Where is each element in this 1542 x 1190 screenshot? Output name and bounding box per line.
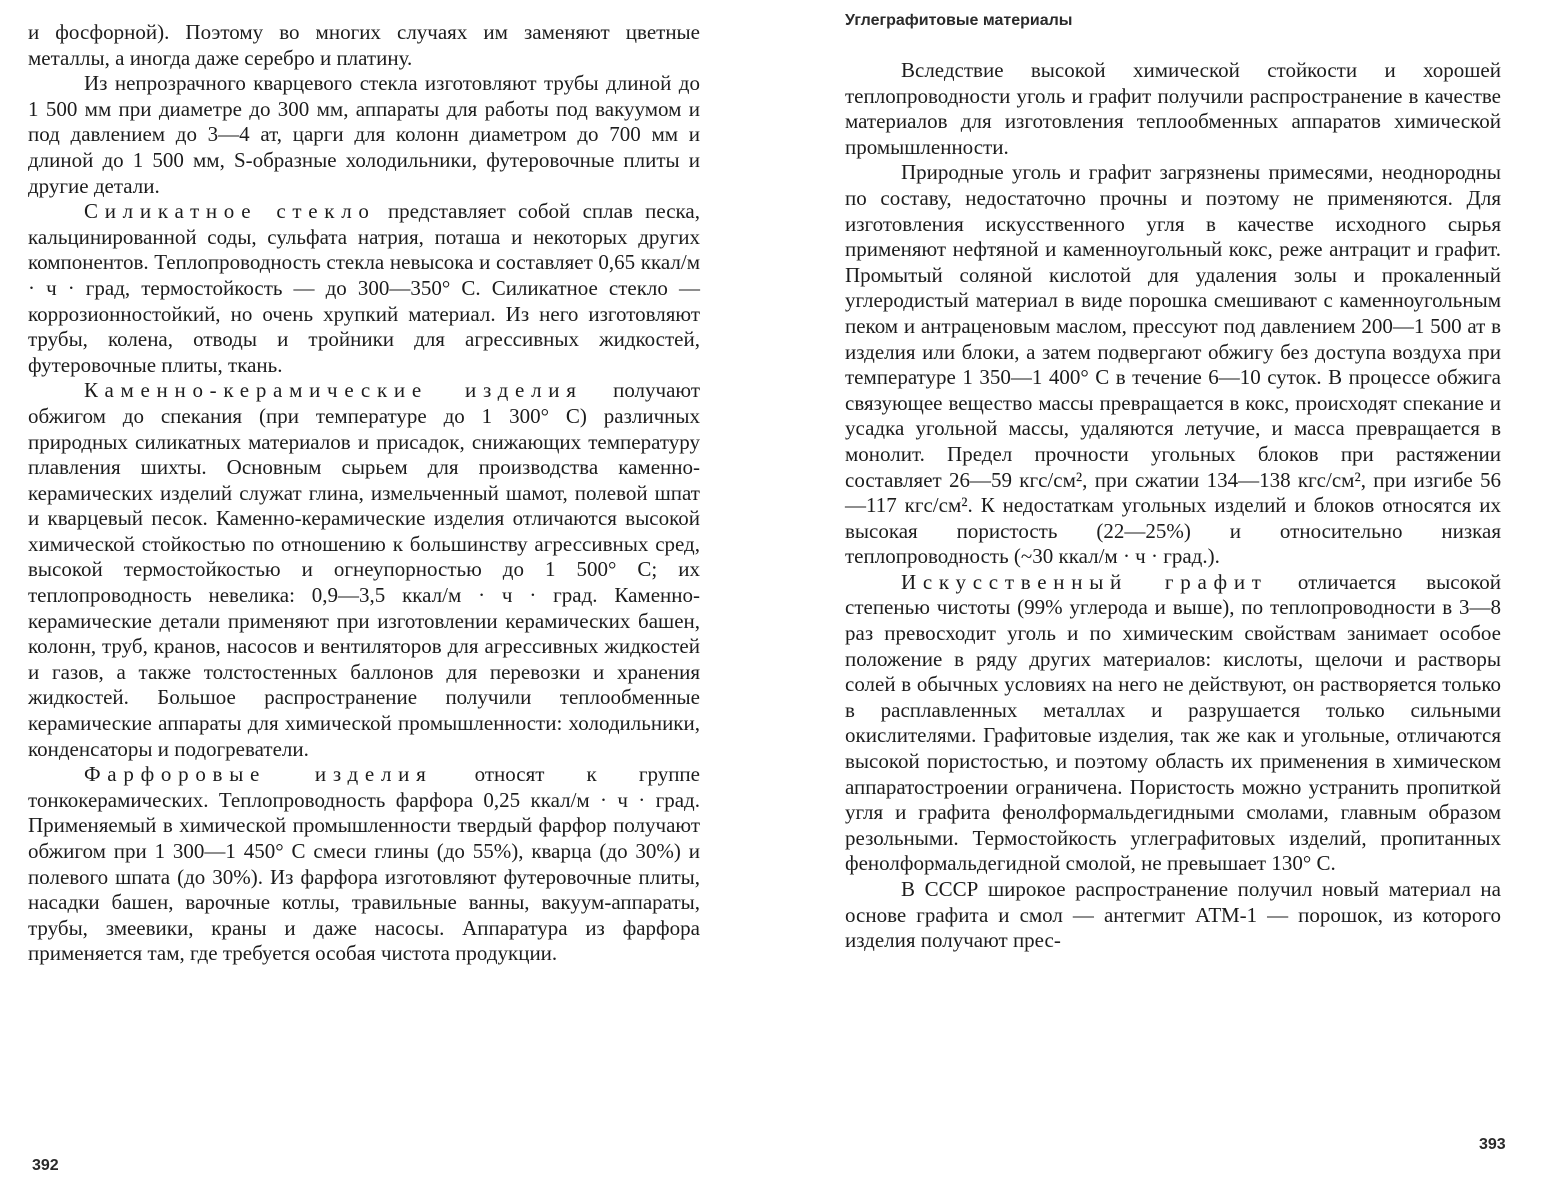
paragraph: Вследствие высокой химической стойкости и хорошей теплопроводности уголь и графит получили распространение в качестве материалов для изготовления теплообменных аппаратов химической промышленности. xyxy=(845,58,1501,159)
right-text-column xyxy=(845,58,1501,954)
paragraph: и фосфорной). Поэтому во многих случаях им заменяют цветные металлы, а иногда даже серебро и платину. xyxy=(28,20,700,70)
paragraph: Искусственный графит отличается высокой степенью чистоты (99% углерода и выше), по теплопроводности в 3—8 раз превосходит уголь и по химическим свойствам занимает особое положение в ряду других материалов: кислоты, щелочи и растворы солей в обычных условиях на него не действуют, он растворяется только в расплавленных металлах и разрушается только сильными окислителями. Графитовые изделия, так же как и угольные, отличаются высокой пористостью, и поэтому область их применения в химическом аппаратостроении ограничена. Пористость можно устранить пропиткой угля и графита фенолформальдегидными смолами, главным образом резольными. Термостойкость углеграфитовых изделий, пропитанных фенолформальдегидной смолой, не превышает 130° С. xyxy=(845,569,1501,876)
paragraph: Природные уголь и графит загрязнены примесями, неоднородны по составу, недостаточно прочны и поэтому не применяются. Для изготовления искусственного угля в качестве исходного сырья применяют нефтяной и каменноугольный кокс, реже антрацит и графит. Промытый соляной кислотой для удаления золы и прокаленный углеродистый материал в виде порошка смешивают с каменноугольным пеком и антраценовым маслом, прессуют под давлением 200—1 500 ат в изделия или блоки, а затем подвергают обжигу без доступа воздуха при температуре 1 350—1 400° С в течение 6—10 суток. В процессе обжига связующее вещество массы превращается в кокс, происходят спекание и усадка угольной массы, удаляются летучие, и масса превращается в монолит. Предел прочности угольных блоков при растяжении составляет 26—59 кгс/см², при сжатии 134—138 кгс/см², при изгибе 56—117 кгс/см². К недостаткам угольных изделий и блоков относятся их высокая пористость (22—25%) и относительно низкая теплопроводность (~30 ккал/м · ч · град.). xyxy=(845,160,1501,569)
page-number: 392 xyxy=(32,1157,59,1174)
paragraph: Каменно-керамические изделия получают обжигом до спекания (при температуре до 1 300° С) различных природных силикатных материалов и присадок, снижающих температуру плавления шихты. Основным сырьем для производства каменно-керамических изделий служат глина, измельченный шамот, полевой шпат и кварцевый песок. Каменно-керамические изделия отличаются высокой химической стойкостью по отношению к большинству агрессивных сред, высокой термостойкостью и огнеупорностью до 1 500° С; их теплопроводность невелика: 0,9—3,5 ккал/м · ч · град. Каменно-керамические детали применяют при изготовлении керамических башен, колонн, труб, кранов, насосов и вентиляторов для агрессивных жидкостей и газов, а также толстостенных баллонов для перевозки и хранения жидкостей. Большое распространение получили теплообменные керамические аппараты для химической промышленности: холодильники, конденсаторы и подогреватели. xyxy=(28,378,700,761)
paragraph: В СССР широкое распространение получил новый материал на основе графита и смол — антегмит АТМ-1 — порошок, из которого изделия получают прес- xyxy=(845,877,1501,953)
running-head: Углеграфитовые материалы xyxy=(845,12,1073,29)
paragraph: Фарфоровые изделия относят к группе тонкокерамических. Теплопроводность фарфора 0,25 ккал/м · ч · град. Применяемый в химической промышленности твердый фарфор получают обжигом при 1 300—1 450° С смеси глины (до 55%), кварца (до 30%) и полевого шпата (до 30%). Из фарфора изготовляют футеровочные плиты, насадки башен, варочные котлы, травильные ванны, вакуум-аппараты, трубы, змеевики, краны и даже насосы. Аппаратура из фарфора применяется там, где требуется особая чистота продукции. xyxy=(28,762,700,966)
paragraph: Силикатное стекло представляет собой сплав песка, кальцинированной соды, сульфата натрия, поташа и некоторых других компонентов. Теплопроводность стекла невысока и составляет 0,65 ккал/м · ч · град, термостойкость — до 300—350° С. Силикатное стекло — коррозионностойкий, но очень хрупкий материал. Из него изготовляют трубы, колена, отводы и тройники для агрессивных жидкостей, футеровочные плиты, ткань. xyxy=(28,199,701,377)
left-text-column xyxy=(28,20,700,967)
paragraph: Из непрозрачного кварцевого стекла изготовляют трубы длиной до 1 500 мм при диаметре до 300 мм, аппараты для работы под вакуумом и под давлением до 3—4 ат, царги для колонн диаметром до 700 мм и длиной до 1 500 мм, S-образные холодильники, футеровочные плиты и другие детали. xyxy=(28,71,700,198)
right-page xyxy=(771,0,1542,1190)
page-number: 393 xyxy=(1479,1136,1506,1153)
